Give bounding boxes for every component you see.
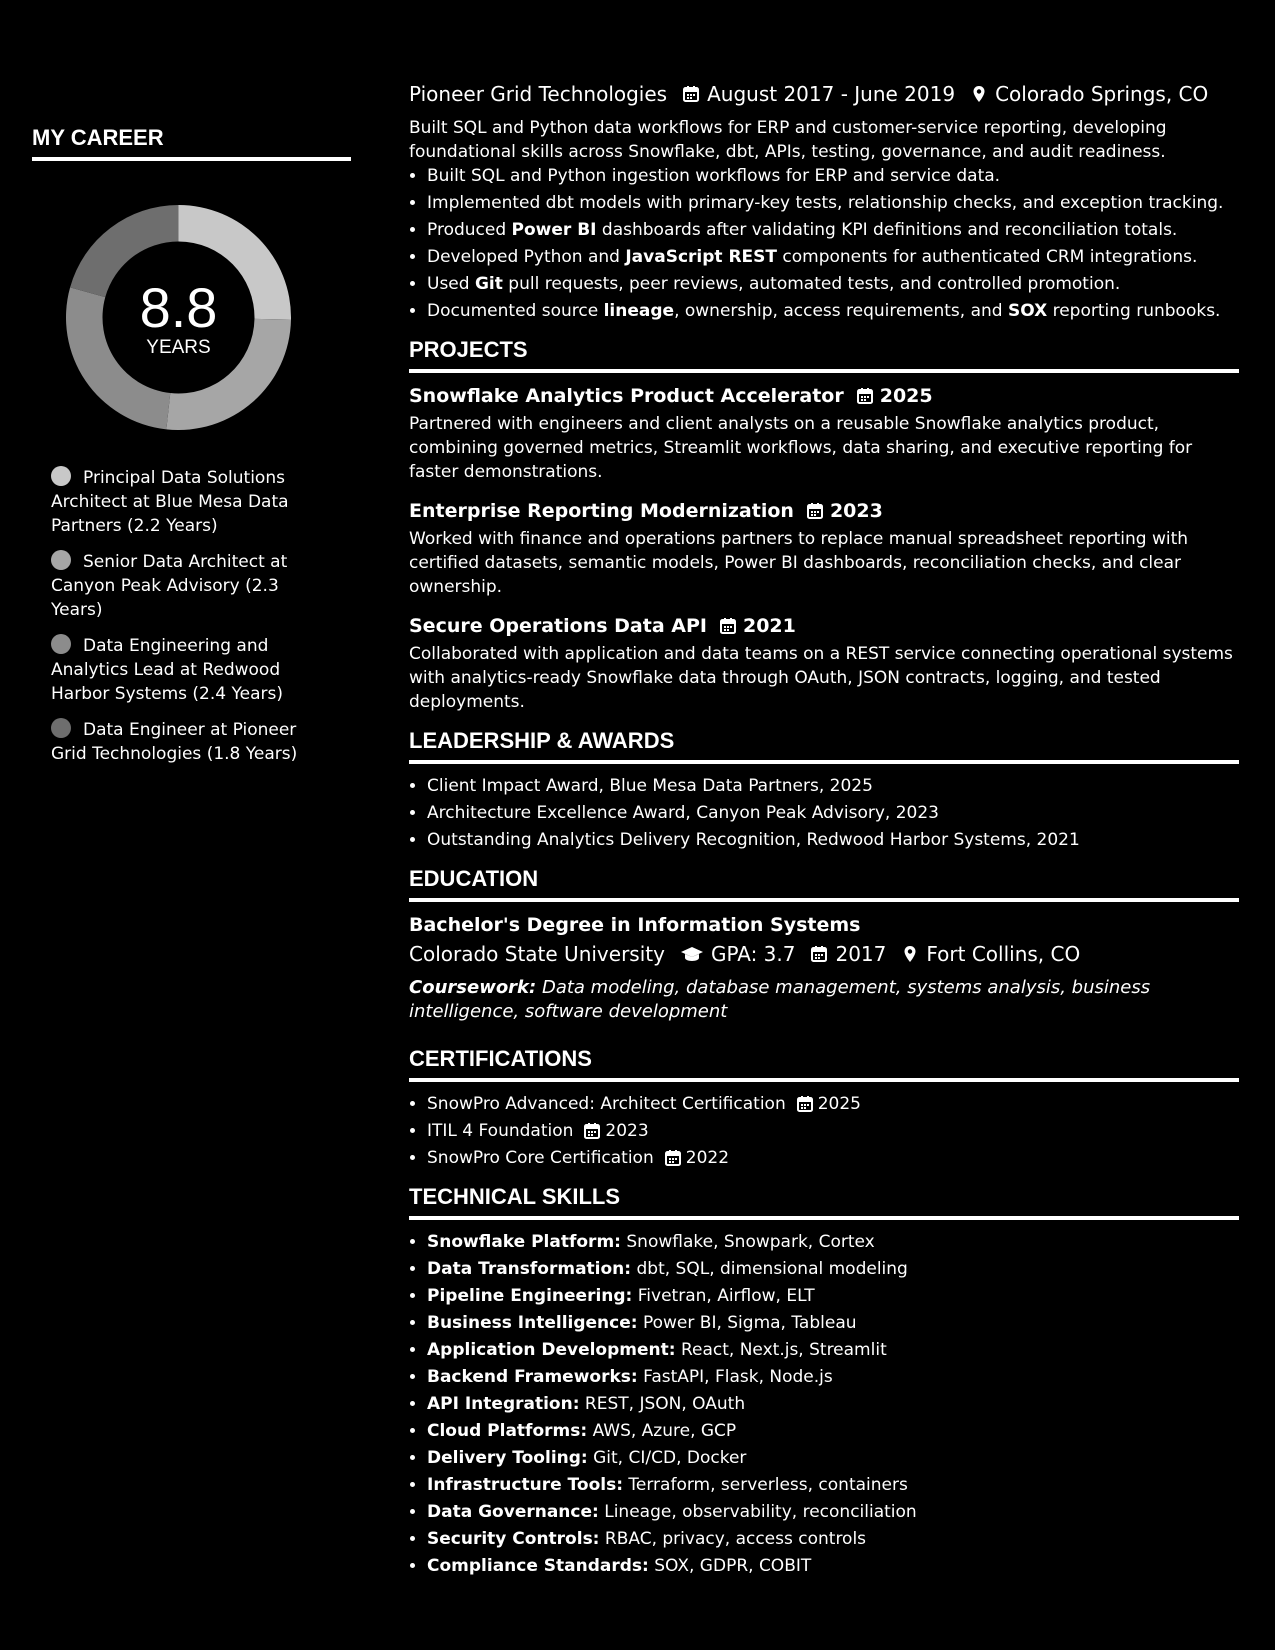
calendar-icon	[583, 1122, 601, 1140]
job-bullet: • Implemented dbt models with primary-key tests, relationship checks, and exception tracking.	[427, 191, 1239, 215]
leadership-list	[409, 774, 1239, 852]
gpa: GPA: 3.7	[710, 942, 796, 966]
legend-dot	[51, 718, 71, 738]
skill-item	[427, 1392, 1239, 1416]
skill-category: Delivery Tooling:	[427, 1448, 588, 1468]
skill-values: Git, CI/CD, Docker	[593, 1448, 747, 1468]
coursework	[409, 976, 1239, 1024]
calendar-icon	[796, 1095, 814, 1113]
project-title: Enterprise Reporting Modernization	[409, 500, 794, 522]
certification-year: 2023	[605, 1121, 649, 1141]
graduation-year: 2017	[835, 942, 887, 966]
skill-category: Data Governance:	[427, 1502, 599, 1522]
projects-heading: PROJECTS	[409, 337, 1239, 373]
skills-list	[409, 1230, 1239, 1578]
skill-item	[427, 1473, 1239, 1497]
resume-main	[409, 80, 1239, 1581]
education-heading: EDUCATION	[409, 866, 1239, 902]
job-dates: August 2017 - June 2019	[707, 82, 956, 106]
skill-values: REST, JSON, OAuth	[584, 1394, 746, 1414]
skill-values: Fivetran, Airflow, ELT	[637, 1286, 815, 1306]
skill-item	[427, 1419, 1239, 1443]
skill-category: Cloud Platforms:	[427, 1421, 588, 1441]
skill-values: Terraform, serverless, containers	[628, 1475, 908, 1495]
certification-name: • SnowPro Core Certification	[427, 1148, 654, 1168]
skill-values: Power BI, Sigma, Tableau	[642, 1313, 857, 1333]
certification-name: • ITIL 4 Foundation	[427, 1121, 574, 1141]
school-name: Colorado State University	[409, 942, 665, 966]
project-year: 2021	[742, 615, 796, 637]
legend-label: Data Engineering and Analytics Lead at Redwood Harbor Systems (2.4 Years)	[51, 636, 283, 704]
skill-item	[427, 1500, 1239, 1524]
location-pin-icon	[969, 84, 989, 104]
job-location: Colorado Springs, CO	[995, 82, 1209, 106]
skill-item	[427, 1257, 1239, 1281]
career-donut-chart	[66, 205, 291, 430]
award-item: • Outstanding Analytics Delivery Recognition, Redwood Harbor Systems, 2021	[427, 828, 1239, 852]
skill-values: RBAC, privacy, access controls	[604, 1529, 867, 1549]
calendar-icon	[809, 944, 829, 964]
skill-category: Data Transformation:	[427, 1259, 632, 1279]
skill-category: Backend Frameworks:	[427, 1367, 638, 1387]
skills-heading: TECHNICAL SKILLS	[409, 1184, 1239, 1220]
job-bullet: • Developed Python and JavaScript REST components for authenticated CRM integrations.	[427, 245, 1239, 269]
calendar-icon	[806, 502, 824, 520]
project-year: 2023	[829, 500, 883, 522]
certification-item	[427, 1092, 1239, 1116]
skill-values: Snowflake, Snowpark, Cortex	[626, 1232, 875, 1252]
job-summary: Built SQL and Python data workflows for ERP and customer-service reporting, developing foundational skills across Snowflake, dbt, APIs, testing, governance, and audit readiness.	[409, 118, 1167, 162]
job-bullet: • Built SQL and Python ingestion workflows for ERP and service data.	[427, 164, 1239, 188]
skill-values: Lineage, observability, reconciliation	[604, 1502, 917, 1522]
project-description: Collaborated with application and data teams on a REST service connecting operational systems with analytics-ready Snowflake data through OAuth, JSON contracts, logging, and tested deployments.	[409, 644, 1233, 712]
job-bullet: • Documented source lineage, ownership, access requirements, and SOX reporting runbooks.	[427, 299, 1239, 323]
career-legend	[51, 466, 306, 778]
job-bullet: • Used Git pull requests, peer reviews, automated tests, and controlled promotion.	[427, 272, 1239, 296]
sidebar	[0, 0, 378, 1650]
skill-values: SOX, GDPR, COBIT	[654, 1556, 812, 1576]
legend-item	[51, 550, 306, 622]
skill-category: API Integration:	[427, 1394, 580, 1414]
leadership-heading: LEADERSHIP & AWARDS	[409, 728, 1239, 764]
skill-category: Business Intelligence:	[427, 1313, 638, 1333]
skill-item	[427, 1230, 1239, 1254]
skill-values: FastAPI, Flask, Node.js	[643, 1367, 833, 1387]
skill-category: Snowflake Platform:	[427, 1232, 621, 1252]
job-bullets	[409, 164, 1239, 323]
calendar-icon	[681, 84, 701, 104]
legend-item	[51, 466, 306, 538]
sidebar-title: MY CAREER	[32, 125, 351, 161]
legend-item	[51, 718, 306, 766]
job-bullet: • Produced Power BI dashboards after validating KPI definitions and reconciliation totals.	[427, 218, 1239, 242]
legend-dot	[51, 550, 71, 570]
coursework-text: Data modeling, database management, systems analysis, business intelligence, software development	[409, 977, 1151, 1022]
location-pin-icon	[900, 944, 920, 964]
calendar-icon	[664, 1149, 682, 1167]
project-title-row	[409, 383, 1239, 409]
project-title-row	[409, 613, 1239, 639]
job-company: Pioneer Grid Technologies	[409, 82, 668, 106]
certification-item	[427, 1146, 1239, 1170]
award-item: • Architecture Excellence Award, Canyon Peak Advisory, 2023	[427, 801, 1239, 825]
skill-item	[427, 1554, 1239, 1578]
certification-year: 2022	[685, 1148, 730, 1168]
legend-label: Senior Data Architect at Canyon Peak Advisory (2.3 Years)	[51, 552, 288, 620]
coursework-label: Coursework:	[409, 977, 537, 998]
project-title-row	[409, 498, 1239, 524]
certifications-heading: CERTIFICATIONS	[409, 1046, 1239, 1082]
skill-category: Application Development:	[427, 1340, 676, 1360]
legend-label: Data Engineer at Pioneer Grid Technologies (1.8 Years)	[51, 720, 298, 764]
skill-item	[427, 1527, 1239, 1551]
skill-values: React, Next.js, Streamlit	[680, 1340, 887, 1360]
skill-item	[427, 1284, 1239, 1308]
certification-item	[427, 1119, 1239, 1143]
certification-name: • SnowPro Advanced: Architect Certification	[427, 1094, 786, 1114]
project-year: 2025	[879, 385, 933, 407]
projects-list	[409, 383, 1239, 714]
skill-item	[427, 1446, 1239, 1470]
certifications-list	[409, 1092, 1239, 1170]
legend-dot	[51, 466, 71, 486]
certification-year: 2025	[817, 1094, 861, 1114]
legend-item	[51, 634, 306, 706]
skill-values: AWS, Azure, GCP	[592, 1421, 737, 1441]
skill-values: dbt, SQL, dimensional modeling	[636, 1259, 908, 1279]
skill-item	[427, 1365, 1239, 1389]
project-description: Worked with finance and operations partners to replace manual spreadsheet reporting with certified datasets, semantic models, Power BI dashboards, reconciliation checks, and clear ownership.	[409, 529, 1189, 597]
school-location: Fort Collins, CO	[926, 942, 1081, 966]
calendar-icon	[719, 617, 737, 635]
degree-title: Bachelor's Degree in Information Systems	[409, 914, 861, 936]
skill-category: Infrastructure Tools:	[427, 1475, 623, 1495]
skill-category: Pipeline Engineering:	[427, 1286, 633, 1306]
skill-category: Compliance Standards:	[427, 1556, 649, 1576]
total-years-value: 8.8	[139, 276, 218, 339]
calendar-icon	[856, 387, 874, 405]
skill-item	[427, 1338, 1239, 1362]
project-description: Partnered with engineers and client analysts on a reusable Snowflake analytics product, combining governed metrics, Streamlit workflows, data sharing, and executive reporting for faster demonstrations.	[409, 414, 1193, 482]
graduation-cap-icon	[679, 944, 705, 964]
award-item: • Client Impact Award, Blue Mesa Data Partners, 2025	[427, 774, 1239, 798]
education-details	[409, 940, 1239, 968]
project-title: Snowflake Analytics Product Accelerator	[409, 385, 844, 407]
skill-category: Security Controls:	[427, 1529, 600, 1549]
job-header	[409, 80, 1239, 108]
skill-item	[427, 1311, 1239, 1335]
project-title: Secure Operations Data API	[409, 615, 707, 637]
legend-label: Principal Data Solutions Architect at Blue Mesa Data Partners (2.2 Years)	[51, 468, 289, 536]
legend-dot	[51, 634, 71, 654]
years-label: YEARS	[146, 337, 211, 358]
